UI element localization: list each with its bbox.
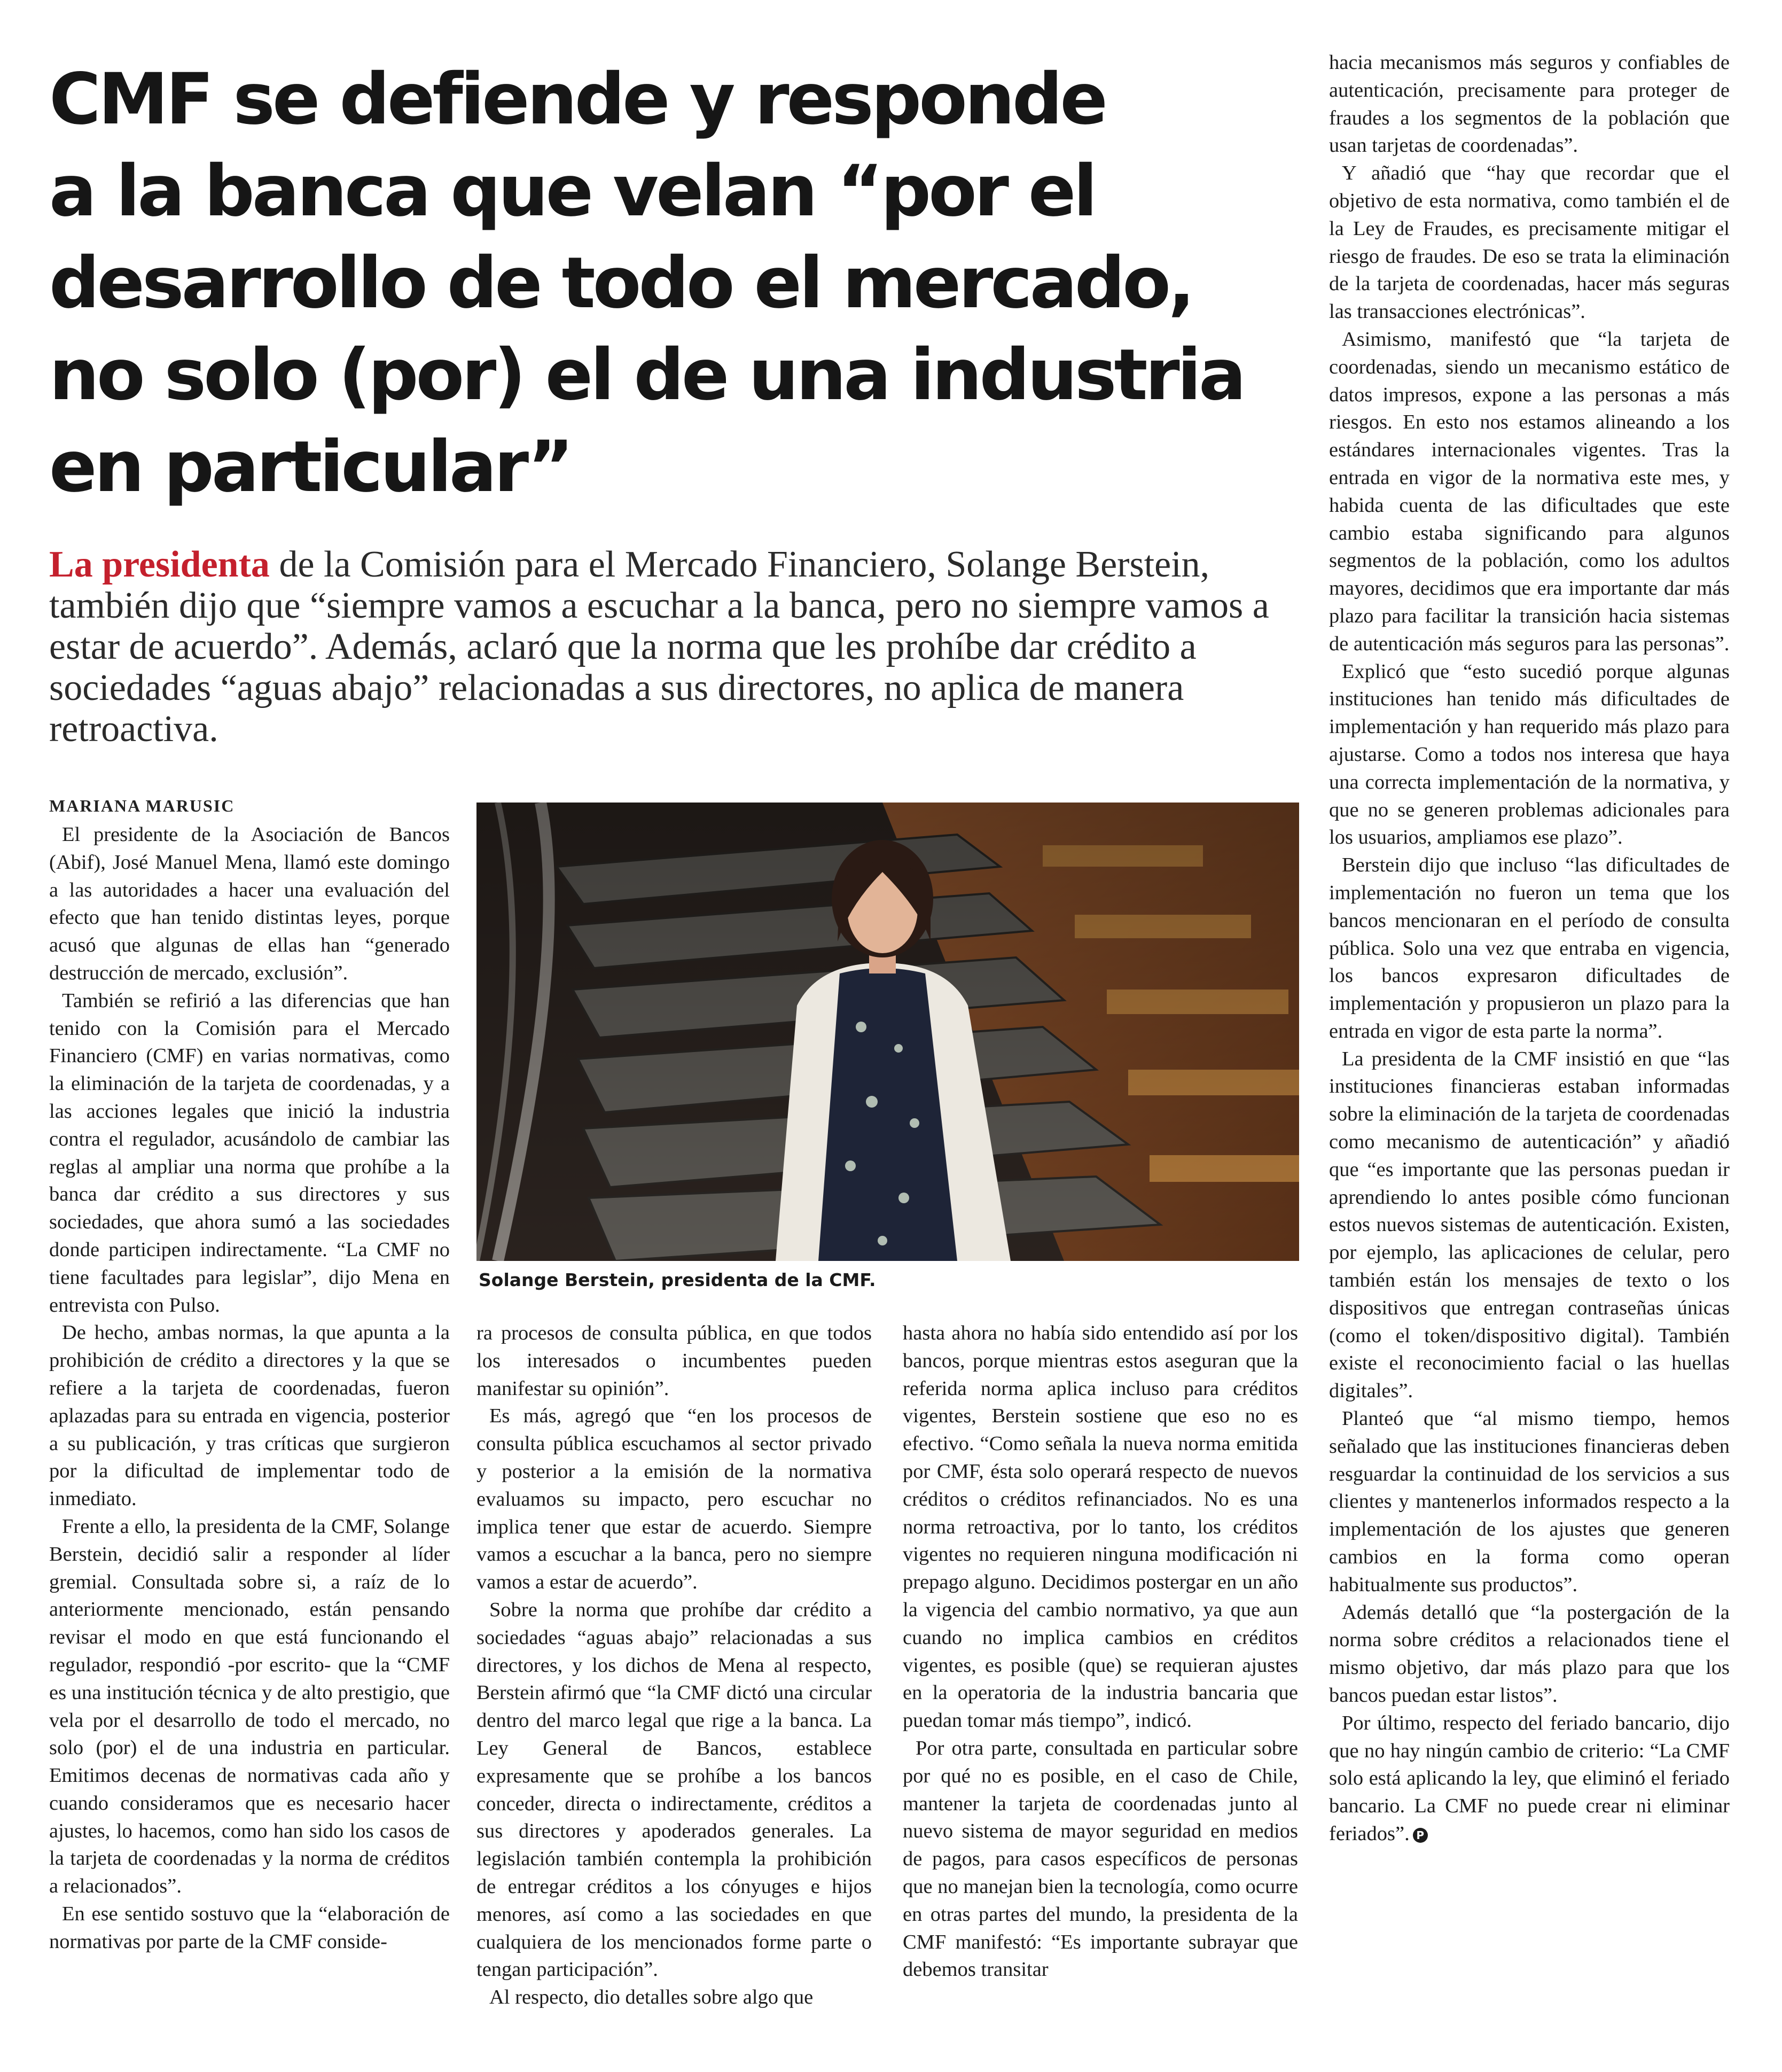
article-column-4	[1329, 49, 1730, 1848]
article-photo	[476, 803, 1299, 1261]
paragraph: Frente a ello, la presidenta de la CMF, Solange Berstein, decidió salir a responder al líder gremial. Consultada sobre si, a raíz de lo anteriormente mencionado, están pensando revisar el modo en que está funcionando el regulador, respondió -por escrito- que la “CMF es una institución técnica y de alto prestigio, que vela por el desarrollo de todo el mercado, no solo (por) el de una industria en particular. Emitimos decenas de normativas cada año y cuando consideramos que es necesario hacer ajustes, lo hacemos, como han sido los casos de la tarjeta de coordenadas y la norma de créditos a relacionados”.	[49, 1515, 450, 1898]
paragraph: hasta ahora no había sido entendido así por los bancos, porque mientras estos aseguran que la referida norma aplica incluso para créditos vigentes, Berstein sostiene que eso no es efectivo. “Como señala la nueva norma emitida por CMF, ésta solo operará respecto de nuevos créditos o créditos refinanciados. No es una norma retroactiva, por lo tanto, los créditos vigentes no requieren ninguna modificación ni prepago alguno. Decidimos postergar en un año la vigencia del cambio normativo, ya que aun cuando no implica cambios en créditos vigentes, es posible (que) se requieran ajustes en la operatoria de la industria bancaria que puedan tomar más tiempo”, indicó.	[903, 1322, 1298, 1732]
paragraph: De hecho, ambas normas, la que apunta a la prohibición de crédito a directores y la que se refiere a la tarjeta de coordenadas, fueron aplazadas para su entrada en vigencia, posterior a su publicación, y tras críticas que surgieron por la dificultad de implementar todo de inmediato.	[49, 1321, 450, 1510]
article-column-3	[903, 1320, 1298, 1984]
headline-line: a la banca que velan “por el	[49, 150, 1095, 232]
paragraph: Además detalló que “la postergación de la norma sobre créditos a relacionados tiene el mismo objetivo, dar más plazo para que los bancos puedan estar listos”.	[1329, 1601, 1730, 1707]
paragraph-text: Por último, respecto del feriado bancario, dijo que no hay ningún cambio de criterio: “La CMF solo está aplicando la ley, que eliminó el feriado bancario. La CMF no puede crear ni eliminar feriados”.	[1329, 1711, 1730, 1845]
paragraph: Planteó que “al mismo tiempo, hemos señalado que las instituciones financieras deben resguardar la continuidad de los servicios a sus clientes y mantenerlos informados respecto a la implementación de los ajustes que generen cambios en la forma como operan habitualmente sus productos”.	[1329, 1407, 1730, 1596]
headline-line: no solo (por) el de una industria	[49, 334, 1244, 416]
photo-caption: Solange Berstein, presidenta de la CMF.	[479, 1269, 876, 1290]
paragraph: Y añadió que “hay que recordar que el objetivo de esta normativa, como también el de la Ley de Fraudes, es precisamente mitigar el riesgo de fraudes. De eso se trata la eliminación de la tarjeta de coordenadas, hacer más seguras las transacciones electrónicas”.	[1329, 162, 1730, 323]
paragraph: Al respecto, dio detalles sobre algo que	[489, 1986, 814, 2009]
headline-line: en particular”	[49, 426, 572, 508]
paragraph: Explicó que “esto sucedió porque algunas instituciones han tenido más dificultades de implementación y han requerido más plazo para ajustarse. Como a todos nos interesa que haya una correcta implementación de la normativa, y que no se generen problemas adicionales para los usuarios, ampliamos ese plazo”.	[1329, 660, 1730, 849]
paragraph: Por otra parte, consultada en particular sobre por qué no es posible, en el caso de Chile, mantener la tarjeta de coordenadas junto al nuevo sistema de mayor seguridad en medios de pagos, para casos específicos de personas que no manejan bien la tecnología, como ocurre en otras partes del mundo, la presidenta de la CMF manifestó: “Es importante subrayar que debemos transitar	[903, 1736, 1298, 1981]
byline: MARIANA MARUSIC	[49, 796, 235, 815]
headline-line: desarrollo de todo el mercado,	[49, 242, 1193, 324]
paragraph: ra procesos de consulta pública, en que todos los interesados o incumbentes pueden manifestar su opinión”.	[476, 1322, 872, 1400]
headline-line: CMF se defiende y responde	[49, 58, 1105, 141]
paragraph: El presidente de la Asociación de Bancos (Abif), José Manuel Mena, llamó este domingo a las autoridades a hacer una evaluación del efecto que han tenido distintas leyes, porque acusó que algunas de ellas han “generado destrucción de mercado, exclusión”.	[49, 823, 450, 984]
end-of-article-icon: P	[1413, 1828, 1428, 1843]
paragraph: La presidenta de la CMF insistió en que “las instituciones financieras estaban informadas sobre la eliminación de la tarjeta de coordenadas como mecanismo de autenticación” y añadió que “es importante que las personas puedan ir aprendiendo lo antes posible cómo funcionan estos nuevos sistemas de autenticación. Existen, por ejemplo, las aplicaciones de celular, pero también están los mensajes de texto o los dispositivos que entregan contraseñas únicas (como el token/dispositivo digital). También existe el reconocimiento facial o las huellas digitales”.	[1329, 1047, 1730, 1403]
paragraph: Asimismo, manifestó que “la tarjeta de coordenadas, siendo un mecanismo estático de datos impresos, expone a las personas a más riesgos. En esto nos estamos alineando a los estándares internacionales vigentes. Tras la entrada en vigor de la normativa este mes, y habida cuenta de las dificultades que este cambio estaba significando para algunos segmentos de la población, como los adultos mayores, decidimos que era importante dar más plazo para facilitar la transición hacia sistemas de autenticación más seguros para las personas”.	[1329, 328, 1730, 655]
paragraph: También se refirió a las diferencias que han tenido con la Comisión para el Mercado Financiero (CMF) en varias normativas, como la eliminación de la tarjeta de coordenadas, y a las acciones legales que inició la industria contra el regulador, acusándolo de cambiar las reglas al ampliar una norma que prohíbe a la banca dar crédito a sus directores y sus sociedades, que ahora sumó a las sociedades donde participen indirectamente. “La CMF no tiene facultades para legislar”, dijo Mena en entrevista con Pulso.	[49, 989, 450, 1317]
lead-kicker: La presidenta	[49, 544, 270, 585]
lead-text: de la Comisión para el Mercado Financiero, Solange Berstein, también dijo que “siempre vamos a escuchar a la banca, pero no siempre vamos a estar de acuerdo”. Además, aclaró que la norma que les prohíbe dar crédito a sociedades “aguas abajo” relacionadas a sus directores, no aplica de manera retroactiva.	[49, 544, 1269, 750]
paragraph: Sobre la norma que prohíbe dar crédito a sociedades “aguas abajo” relacionadas a sus directores, y los dichos de Mena al respecto, Berstein afirmó que “la CMF dictó una circular dentro del marco legal que rige a la banca. La Ley General de Bancos, establece expresamente que se prohíbe a los bancos conceder, directa o indirectamente, créditos a sus directores y apoderados generales. La legislación también contempla la prohibición de entregar créditos a los cónyuges e hijos menores, así como a las sociedades en que cualquiera de los mencionados forme parte o tengan participación”.	[476, 1598, 872, 1981]
headline	[49, 53, 1310, 513]
lead-paragraph	[49, 544, 1272, 750]
paragraph	[1329, 1710, 1730, 1848]
article-column-1	[49, 821, 450, 1956]
article-column-2	[476, 1320, 872, 2012]
paragraph: hacia mecanismos más seguros y confiables de autenticación, precisamente para proteger de fraudes a los segmentos de la población que usan tarjetas de coordenadas”.	[1329, 51, 1730, 157]
paragraph: En ese sentido sostuvo que la “elaboración de normativas por parte de la CMF conside-	[49, 1903, 450, 1953]
photo-solange-berstein	[476, 803, 1299, 1261]
paragraph: Es más, agregó que “en los procesos de consulta pública escuchamos al sector privado y posterior a la emisión de la normativa evaluamos su impacto, pero escuchar no implica tener que estar de acuerdo. Siempre vamos a escuchar a la banca, pero no siempre vamos a estar de acuerdo”.	[476, 1405, 872, 1594]
paragraph: Berstein dijo que incluso “las dificultades de implementación no fueron un tema que los bancos mencionaran en el período de consulta pública. Solo una vez que entraba en vigencia, los bancos expresaron dificultades de implementación y propusieron un plazo para la entrada en vigor de esta parte la norma”.	[1329, 854, 1730, 1042]
